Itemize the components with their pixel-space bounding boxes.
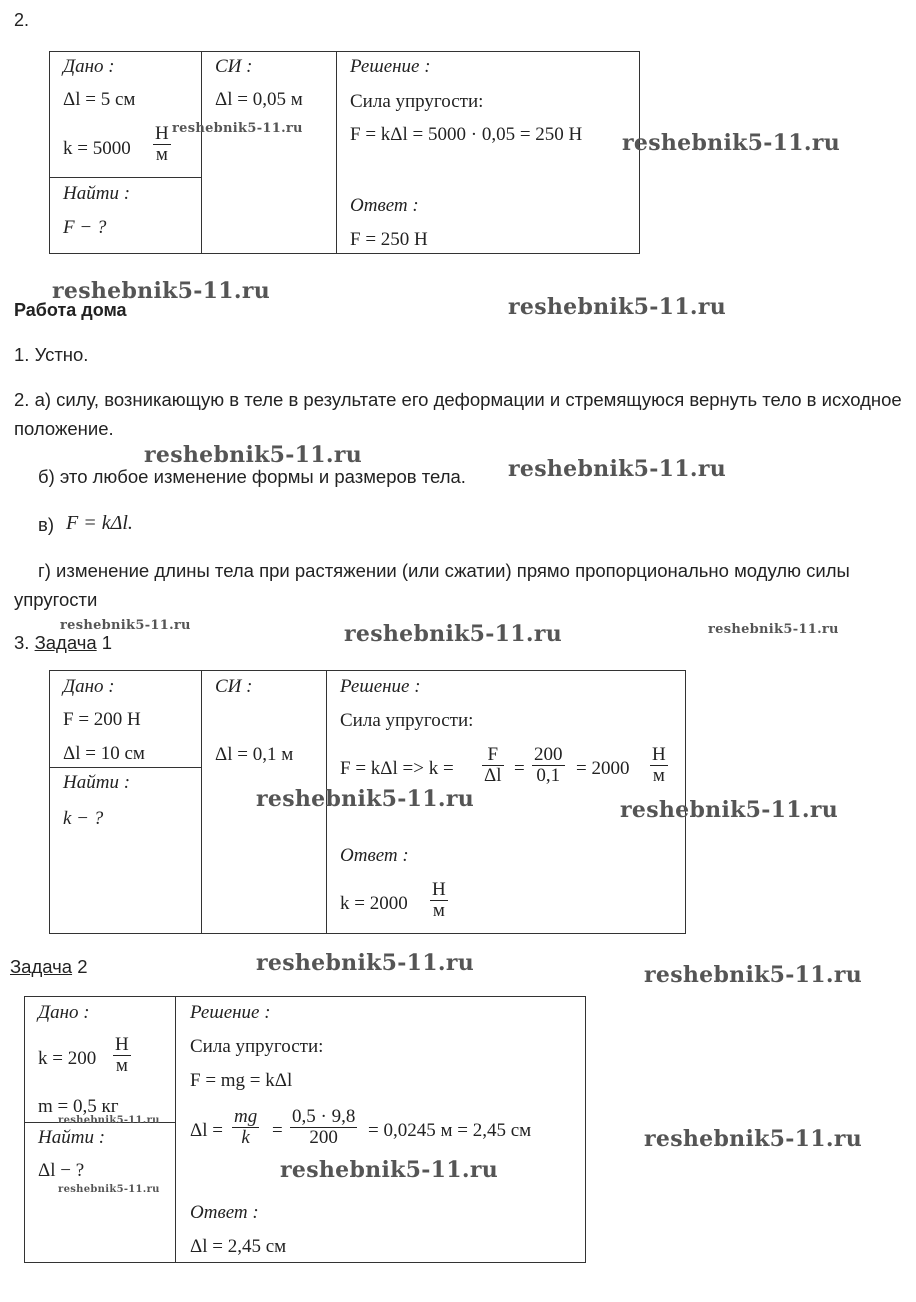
- find-line: Δl − ?: [38, 1160, 85, 1181]
- fraction-denominator: k: [241, 1127, 250, 1148]
- si-header: СИ :: [215, 676, 253, 697]
- fraction-numerator: Н: [115, 1034, 129, 1055]
- task-1-number: 1: [101, 632, 113, 653]
- task-2-number: 2: [77, 956, 88, 977]
- watermark-text: reshebnik5-11.ru: [144, 442, 363, 468]
- fraction-denominator: Δl: [484, 765, 502, 786]
- watermark-text: reshebnik5-11.ru: [344, 621, 563, 647]
- solution-formula: F = kΔl = 5000 · 0,05 = 250 Н: [350, 124, 583, 145]
- given-line: Δl = 10 см: [63, 743, 145, 764]
- watermark-text: reshebnik5-11.ru: [58, 1115, 160, 1126]
- watermark-text: reshebnik5-11.ru: [256, 950, 475, 976]
- find-line: k − ?: [63, 808, 104, 829]
- watermark-text: reshebnik5-11.ru: [620, 797, 839, 823]
- given-line: Δl = 5 см: [63, 89, 136, 110]
- solution-formula: F = mg = kΔl: [190, 1070, 293, 1091]
- given-line: F = 200 Н: [63, 709, 141, 730]
- fraction-numerator: 0,5 · 9,8: [292, 1106, 356, 1127]
- item-3-label: [14, 632, 112, 654]
- fraction-numerator: Н: [155, 123, 169, 144]
- task-number: 2.: [14, 10, 30, 30]
- task-2-label-line: [10, 956, 88, 978]
- solution-header: Решение :: [190, 1002, 271, 1023]
- answer-line: k = 2000: [340, 893, 408, 914]
- watermark-text: reshebnik5-11.ru: [256, 786, 475, 812]
- si-line: Δl = 0,1 м: [215, 744, 294, 765]
- unit-fraction: [650, 745, 668, 786]
- equals-sign: =: [514, 758, 525, 779]
- fraction-denominator: м: [115, 1055, 128, 1076]
- item-3-prefix: 3.: [14, 632, 30, 653]
- homework-item-2v-label: в): [38, 514, 54, 535]
- watermark-text: reshebnik5-11.ru: [280, 1157, 499, 1183]
- formula-result: = 0,0245 м = 2,45 см: [368, 1120, 532, 1141]
- watermark-text: reshebnik5-11.ru: [644, 962, 863, 988]
- given-line: m = 0,5 кг: [38, 1096, 119, 1117]
- given-line: k = 200: [38, 1048, 97, 1069]
- given-header: Дано :: [63, 56, 115, 77]
- unit-fraction: [430, 880, 448, 921]
- find-header: Найти :: [38, 1127, 106, 1148]
- equals-sign: =: [272, 1120, 283, 1141]
- answer-header: Ответ :: [190, 1202, 259, 1223]
- watermark-text: reshebnik5-11.ru: [708, 622, 839, 637]
- watermark-text: reshebnik5-11.ru: [58, 1184, 160, 1195]
- solution-line: Сила упругости:: [190, 1036, 324, 1057]
- fraction-denominator: 0,1: [536, 765, 561, 786]
- answer-line: Δl = 2,45 см: [190, 1236, 287, 1257]
- fraction-numerator: 200: [534, 744, 563, 765]
- homework-item-2b: б) это любое изменение формы и размеров тела.: [38, 466, 466, 487]
- solution-header: Решение :: [340, 676, 421, 697]
- section-title: Работа дома: [14, 300, 127, 320]
- fraction: [232, 1107, 259, 1148]
- unit-fraction: [153, 124, 171, 165]
- fraction-numerator: Н: [432, 879, 446, 900]
- answer-header: Ответ :: [350, 195, 419, 216]
- find-header: Найти :: [63, 772, 131, 793]
- given-header: Дано :: [63, 676, 115, 697]
- given-line: k = 5000: [63, 138, 131, 159]
- homework-item-2a: 2. а) силу, возникающую в теле в результате его деформации и стремящуюся вернуть тело в исходное положение.: [14, 389, 902, 439]
- solution-line: Сила упругости:: [340, 710, 474, 731]
- fraction: [290, 1107, 357, 1148]
- task-2-label: Задача: [10, 956, 73, 977]
- fraction-denominator: м: [432, 900, 445, 921]
- watermark-text: reshebnik5-11.ru: [644, 1126, 863, 1152]
- fraction: [532, 745, 565, 786]
- find-line: F − ?: [63, 217, 107, 238]
- solution-line: Сила упругости:: [350, 91, 484, 112]
- fraction: [482, 745, 504, 786]
- homework-item-2g: г) изменение длины тела при растяжении (или сжатии) прямо пропорционально модулю силы упругости: [14, 560, 850, 610]
- formula-result: = 2000: [576, 758, 630, 779]
- watermark-text: reshebnik5-11.ru: [508, 456, 727, 482]
- watermark-text: reshebnik5-11.ru: [622, 130, 841, 156]
- watermark-text: reshebnik5-11.ru: [52, 278, 271, 304]
- find-header: Найти :: [63, 183, 131, 204]
- solution-header: Решение :: [350, 56, 431, 77]
- answer-line: F = 250 Н: [350, 229, 428, 250]
- homework-item-2v-formula: F = kΔl.: [66, 512, 133, 534]
- fraction-numerator: mg: [234, 1106, 258, 1127]
- watermark-text: reshebnik5-11.ru: [172, 121, 303, 136]
- fraction-denominator: 200: [309, 1127, 338, 1148]
- fraction-denominator: м: [155, 144, 168, 165]
- si-line: Δl = 0,05 м: [215, 89, 303, 110]
- task-1-label: Задача: [34, 632, 97, 653]
- unit-fraction: [113, 1035, 131, 1076]
- formula-left: Δl =: [190, 1120, 223, 1141]
- watermark-text: reshebnik5-11.ru: [60, 618, 191, 633]
- fraction-denominator: м: [652, 765, 665, 786]
- watermark-text: reshebnik5-11.ru: [508, 294, 727, 320]
- si-header: СИ :: [215, 56, 253, 77]
- formula-left: F = kΔl => k =: [340, 758, 454, 779]
- answer-header: Ответ :: [340, 845, 409, 866]
- homework-item-1: 1. Устно.: [14, 344, 89, 365]
- fraction-numerator: F: [482, 745, 504, 766]
- given-header: Дано :: [38, 1002, 90, 1023]
- fraction-numerator: Н: [652, 744, 666, 765]
